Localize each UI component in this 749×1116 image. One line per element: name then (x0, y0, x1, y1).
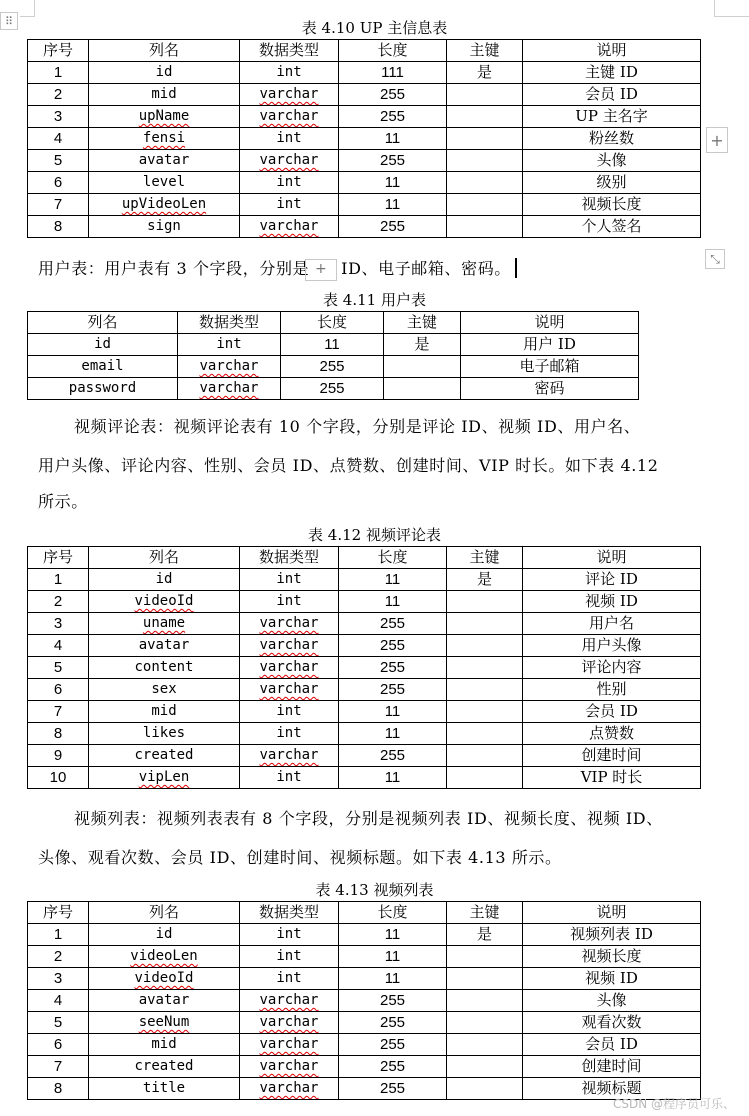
table-cell: 4 (28, 990, 89, 1012)
table-cell: 5 (28, 150, 89, 172)
table-row (28, 635, 701, 657)
column-header: 长度 (339, 902, 447, 924)
column-header: 数据类型 (240, 547, 339, 569)
table-cell: 9 (28, 745, 89, 767)
table-cell: 11 (339, 128, 447, 150)
header-row (28, 312, 639, 334)
video-list-paragraph-line2: 头像、观看次数、会员 ID、创建时间、视频标题。如下表 4.13 所示。 (38, 848, 562, 867)
table-cell: content (89, 657, 240, 679)
table-cell: mid (89, 1034, 240, 1056)
table-cell: 5 (28, 657, 89, 679)
table-row (28, 356, 639, 378)
table-cell: int (240, 924, 339, 946)
column-header: 主键 (447, 547, 523, 569)
table-row (28, 613, 701, 635)
column-header: 序号 (28, 40, 89, 62)
column-header: 数据类型 (178, 312, 281, 334)
table-cell: 6 (28, 172, 89, 194)
table-row (28, 334, 639, 356)
table-cell: sex (89, 679, 240, 701)
table-cell: 255 (339, 745, 447, 767)
column-header: 主键 (447, 40, 523, 62)
comment-table-paragraph-line3: 所示。 (38, 492, 88, 511)
table-resize-handle[interactable]: ⤡ (705, 249, 725, 269)
table-cell: 视频标题 (523, 1078, 701, 1100)
table-cell: int (240, 569, 339, 591)
table-row (28, 701, 701, 723)
table-cell: 用户名 (523, 613, 701, 635)
table-cell: 2 (28, 946, 89, 968)
table-cell: 255 (339, 1056, 447, 1078)
spellcheck-word: varchar (199, 358, 259, 374)
column-header: 说明 (523, 40, 701, 62)
table-cell: 1 (28, 569, 89, 591)
table-cell: 7 (28, 1056, 89, 1078)
table-cell (447, 128, 523, 150)
table-cell: 11 (339, 723, 447, 745)
table-4-12-caption: 表 4.12 视频评论表 (308, 526, 441, 544)
column-header: 说明 (461, 312, 639, 334)
table-cell: id (89, 924, 240, 946)
table-cell: level (89, 172, 240, 194)
table-cell: 11 (339, 767, 447, 789)
spellcheck-word: varchar (259, 1014, 319, 1030)
table-cell: id (89, 569, 240, 591)
table-cell (89, 106, 240, 128)
table-row (28, 150, 701, 172)
table-cell: sign (89, 216, 240, 238)
table-cell: 8 (28, 723, 89, 745)
table-cell: 5 (28, 1012, 89, 1034)
table-cell (240, 657, 339, 679)
table-cell: 7 (28, 194, 89, 216)
table-cell (89, 128, 240, 150)
table-cell (447, 767, 523, 789)
table-row (28, 657, 701, 679)
table-cell: 电子邮箱 (461, 356, 639, 378)
table-cell (240, 150, 339, 172)
table-row (28, 1078, 701, 1100)
table-cell: 255 (339, 150, 447, 172)
table-cell: 255 (281, 356, 384, 378)
table-row (28, 378, 639, 400)
table-cell: 会员 ID (523, 1034, 701, 1056)
table-cell (89, 767, 240, 789)
table-cell: 创建时间 (523, 745, 701, 767)
table-cell: mid (89, 701, 240, 723)
table-cell: 3 (28, 613, 89, 635)
column-header: 长度 (339, 40, 447, 62)
table-row (28, 1056, 701, 1078)
spellcheck-word: varchar (259, 86, 319, 102)
table-cell (240, 635, 339, 657)
table-row (28, 128, 701, 150)
table-cell: 255 (339, 1012, 447, 1034)
table-cell: 6 (28, 679, 89, 701)
spellcheck-word: seeNum (138, 1014, 190, 1030)
table-cell: likes (89, 723, 240, 745)
table-cell: 7 (28, 701, 89, 723)
table-cell: int (240, 172, 339, 194)
spellcheck-word: varchar (199, 380, 259, 396)
comment-table-paragraph-line1: 视频评论表：视频评论表有 10 个字段，分别是评论 ID、视频 ID、用户名、 (74, 417, 641, 436)
table-cell: 用户头像 (523, 635, 701, 657)
table-cell (89, 946, 240, 968)
table-row (28, 968, 701, 990)
table-cell: 头像 (523, 990, 701, 1012)
table-cell (447, 150, 523, 172)
comment-table-paragraph-line2: 用户头像、评论内容、性别、会员 ID、点赞数、创建时间、VIP 时长。如下表 4.12 (38, 456, 659, 475)
spellcheck-word: fensi (142, 130, 186, 146)
table-cell: 255 (339, 657, 447, 679)
table-cell: 会员 ID (523, 701, 701, 723)
column-header: 列名 (28, 312, 178, 334)
table-cell: 11 (339, 569, 447, 591)
table-cell: 255 (339, 216, 447, 238)
table-cell (447, 1056, 523, 1078)
table-cell (240, 1056, 339, 1078)
table-cell (447, 968, 523, 990)
table-cell (240, 613, 339, 635)
table-cell: int (240, 946, 339, 968)
column-header: 列名 (89, 547, 240, 569)
table-row (28, 106, 701, 128)
table-cell (240, 216, 339, 238)
table-cell: 255 (339, 1078, 447, 1100)
page-corner-mark-right (714, 0, 749, 17)
table-cell: 级别 (523, 172, 701, 194)
column-header: 数据类型 (240, 902, 339, 924)
table-cell: 11 (339, 172, 447, 194)
spellcheck-word: varchar (259, 615, 319, 631)
table-cell: 观看次数 (523, 1012, 701, 1034)
header-row (28, 547, 701, 569)
table-cell: 2 (28, 591, 89, 613)
table-cell (89, 613, 240, 635)
table-cell: 评论 ID (523, 569, 701, 591)
table-cell: 评论内容 (523, 657, 701, 679)
user-table-paragraph-end: ID、电子邮箱、密码。 (341, 259, 511, 278)
column-header: 说明 (523, 547, 701, 569)
table-cell (240, 1078, 339, 1100)
spellcheck-word: uname (142, 615, 186, 631)
table-cell (178, 356, 281, 378)
table-cell (240, 1034, 339, 1056)
table-cell: 粉丝数 (523, 128, 701, 150)
table-4-10-caption: 表 4.10 UP 主信息表 (301, 19, 448, 37)
column-header: 长度 (339, 547, 447, 569)
table-cell: 11 (281, 334, 384, 356)
table-row (28, 194, 701, 216)
table-cell (447, 1034, 523, 1056)
table-cell: 性别 (523, 679, 701, 701)
table-cell: 255 (339, 679, 447, 701)
table-cell (89, 194, 240, 216)
table-cell (240, 679, 339, 701)
table-cell: created (89, 1056, 240, 1078)
table-cell (447, 745, 523, 767)
table-cell: int (240, 591, 339, 613)
table-cell: 255 (339, 106, 447, 128)
column-header: 数据类型 (240, 40, 339, 62)
table-cell: 10 (28, 767, 89, 789)
table-cell (178, 378, 281, 400)
table-cell: 255 (339, 635, 447, 657)
table-row (28, 745, 701, 767)
table-cell: 11 (339, 701, 447, 723)
table-cell: int (240, 968, 339, 990)
table-row (28, 679, 701, 701)
table-cell (447, 657, 523, 679)
table-cell: 6 (28, 1034, 89, 1056)
table-cell: avatar (89, 990, 240, 1012)
table-cell: 视频列表 ID (523, 924, 701, 946)
spellcheck-word: varchar (259, 747, 319, 763)
table-cell: 11 (339, 946, 447, 968)
table-cell: 是 (447, 924, 523, 946)
table-row (28, 62, 701, 84)
table-cell: 用户 ID (461, 334, 639, 356)
spellcheck-word: vipLen (138, 769, 190, 785)
table-cell: 255 (339, 613, 447, 635)
table-cell: mid (89, 84, 240, 106)
table-cell: 视频长度 (523, 194, 701, 216)
table-cell: avatar (89, 150, 240, 172)
table-cell: int (240, 194, 339, 216)
column-header: 说明 (523, 902, 701, 924)
table-cell (240, 990, 339, 1012)
table-cell: created (89, 745, 240, 767)
column-header: 序号 (28, 547, 89, 569)
table-cell (89, 968, 240, 990)
page-corner-mark-left (20, 0, 35, 17)
table-cell (89, 1012, 240, 1034)
table-cell: 11 (339, 591, 447, 613)
table-cell (447, 613, 523, 635)
table-row (28, 1034, 701, 1056)
table-cell: 是 (384, 334, 461, 356)
column-header: 长度 (281, 312, 384, 334)
table-cell: 3 (28, 106, 89, 128)
table-cell: 8 (28, 1078, 89, 1100)
table-cell: 11 (339, 924, 447, 946)
spellcheck-word: varchar (259, 659, 319, 675)
table-cell: 255 (339, 84, 447, 106)
spellcheck-word: varchar (259, 1036, 319, 1052)
table-row (28, 924, 701, 946)
csdn-watermark: CSDN @程序员可乐、 (612, 1097, 735, 1111)
table-cell (240, 745, 339, 767)
table-cell (447, 591, 523, 613)
table-cell (447, 1012, 523, 1034)
header-row (28, 902, 701, 924)
table-cell: int (240, 701, 339, 723)
table-cell (447, 216, 523, 238)
table-cell (447, 106, 523, 128)
spellcheck-word: upVideoLen (121, 196, 207, 212)
column-header: 主键 (384, 312, 461, 334)
table-cell: 3 (28, 968, 89, 990)
table-cell (447, 723, 523, 745)
table-cell: 255 (339, 1034, 447, 1056)
table-cell: int (240, 62, 339, 84)
table-cell (447, 701, 523, 723)
table-cell: 主键 ID (523, 62, 701, 84)
spellcheck-word: varchar (259, 1080, 319, 1096)
table-cell: 111 (339, 62, 447, 84)
table-cell (447, 194, 523, 216)
column-header: 主键 (447, 902, 523, 924)
spellcheck-word: varchar (259, 992, 319, 1008)
spellcheck-word: upName (138, 108, 190, 124)
table-4-13-caption: 表 4.13 视频列表 (315, 881, 434, 899)
table-cell: 2 (28, 84, 89, 106)
table-row (28, 84, 701, 106)
table-cell: 点赞数 (523, 723, 701, 745)
table-cell (447, 679, 523, 701)
table-cell: 个人签名 (523, 216, 701, 238)
table-row (28, 767, 701, 789)
table-cell: 是 (447, 569, 523, 591)
spellcheck-word: varchar (259, 1058, 319, 1074)
spellcheck-word: videoId (134, 593, 194, 609)
table-cell: int (240, 128, 339, 150)
table-cell: 8 (28, 216, 89, 238)
table-row (28, 946, 701, 968)
table-cell: UP 主名字 (523, 106, 701, 128)
table-cell: 11 (339, 194, 447, 216)
spellcheck-word: varchar (259, 152, 319, 168)
table-row (28, 723, 701, 745)
table-cell: 密码 (461, 378, 639, 400)
table-cell: email (28, 356, 178, 378)
column-header: 序号 (28, 902, 89, 924)
video-comment-table (27, 546, 701, 789)
table-cell: 是 (447, 62, 523, 84)
spellcheck-word: varchar (259, 108, 319, 124)
table-cell (447, 84, 523, 106)
table-row (28, 990, 701, 1012)
column-header: 列名 (89, 40, 240, 62)
table-cell: 1 (28, 62, 89, 84)
table-cell (447, 635, 523, 657)
table-cell: password (28, 378, 178, 400)
table-row (28, 569, 701, 591)
spellcheck-word: videoLen (130, 948, 198, 964)
table-row (28, 591, 701, 613)
table-cell: 视频 ID (523, 968, 701, 990)
table-cell: 头像 (523, 150, 701, 172)
table-cell: 创建时间 (523, 1056, 701, 1078)
table-cell: 255 (281, 378, 384, 400)
table-cell: int (240, 767, 339, 789)
spellcheck-word: varchar (259, 681, 319, 697)
table-row (28, 1012, 701, 1034)
spellcheck-word: varchar (259, 637, 319, 653)
table-cell: 1 (28, 924, 89, 946)
table-cell: avatar (89, 635, 240, 657)
table-4-11-caption: 表 4.11 用户表 (323, 291, 426, 309)
header-row (28, 40, 701, 62)
spellcheck-word: varchar (259, 218, 319, 234)
table-cell: id (89, 62, 240, 84)
table-cell: int (240, 723, 339, 745)
user-table (27, 311, 639, 400)
table-row (28, 172, 701, 194)
table-cell: 4 (28, 635, 89, 657)
text-cursor (515, 258, 517, 278)
table-cell (89, 591, 240, 613)
table-cell: int (178, 334, 281, 356)
table-cell (447, 946, 523, 968)
column-header: 列名 (89, 902, 240, 924)
table-cell: 4 (28, 128, 89, 150)
insert-row-button[interactable]: + (305, 259, 337, 281)
video-list-paragraph-line1: 视频列表：视频列表表有 8 个字段，分别是视频列表 ID、视频长度、视频 ID、 (74, 809, 663, 828)
table-cell: 255 (339, 990, 447, 1012)
table-cell: 视频长度 (523, 946, 701, 968)
table-cell: id (28, 334, 178, 356)
table-cell (240, 106, 339, 128)
table-cell (384, 356, 461, 378)
video-list-table (27, 901, 701, 1100)
spellcheck-word: videoId (134, 970, 194, 986)
table-row (28, 216, 701, 238)
user-table-paragraph-start: 用户表：用户表有 3 个字段，分别是 (38, 259, 310, 278)
table-cell: 视频 ID (523, 591, 701, 613)
table-cell (240, 1012, 339, 1034)
table-cell (447, 990, 523, 1012)
table-cell: 会员 ID (523, 84, 701, 106)
up-info-table (27, 39, 701, 238)
table-cell (384, 378, 461, 400)
table-cell: 11 (339, 968, 447, 990)
add-column-button[interactable]: + (706, 127, 728, 153)
table-cell: VIP 时长 (523, 767, 701, 789)
table-drag-handle[interactable]: ⠿ (0, 12, 18, 30)
table-cell (447, 1078, 523, 1100)
table-cell: title (89, 1078, 240, 1100)
table-cell (447, 172, 523, 194)
user-table-paragraph (38, 256, 517, 281)
table-cell (240, 84, 339, 106)
